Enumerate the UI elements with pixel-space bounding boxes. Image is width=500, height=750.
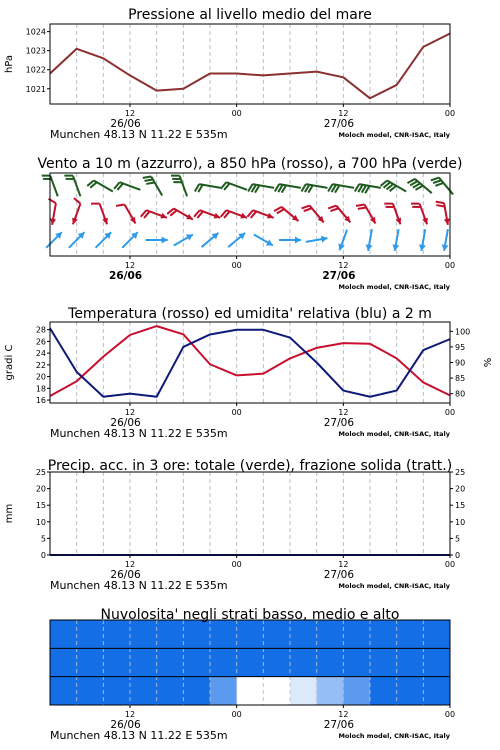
data-point: [369, 396, 370, 397]
date-label: 27/06: [323, 118, 355, 130]
data-point: [423, 349, 424, 350]
data-point: [76, 381, 77, 382]
cloud-cell: [50, 648, 77, 676]
y-tick-label: 10: [35, 517, 46, 527]
wind-arrow-head: [162, 237, 168, 244]
data-point: [76, 48, 77, 49]
y-tick-label: 22: [35, 360, 46, 370]
y-tick-label: 0: [40, 551, 46, 560]
data-point: [343, 390, 344, 391]
wind-barb: [356, 204, 375, 223]
x-tick-label: 12: [124, 109, 136, 118]
wind-barb: [328, 206, 350, 223]
data-point: [236, 73, 237, 74]
y-tick-label-right: 90: [455, 358, 466, 368]
series-line: [50, 34, 450, 99]
wind-barb: [87, 181, 113, 192]
data-point: [263, 329, 264, 330]
data-point: [289, 358, 290, 359]
y-tick-label-right: 10: [455, 517, 466, 527]
cloud-cell: [423, 620, 450, 648]
cloud-cell: [130, 677, 157, 705]
wind-barb-feather: [146, 183, 154, 184]
cloud-cell: [77, 677, 104, 705]
wind-barb: [275, 184, 301, 193]
x-tick-label: 00: [231, 710, 242, 719]
cloud-cell: [343, 620, 370, 648]
data-point: [183, 334, 184, 335]
panel-title: Precip. acc. in 3 ore: totale (verde), frazione solida (tratt.): [47, 458, 453, 474]
cloud-cell: [397, 677, 424, 705]
wind-barb: [407, 179, 431, 193]
x-tick-label: 12: [124, 408, 136, 417]
y-tick-label: 28: [35, 325, 46, 335]
y-tick-label: 1021: [25, 84, 46, 94]
cloud-cell: [130, 648, 157, 676]
cloud-cell: [317, 648, 344, 676]
wind-barb: [381, 181, 407, 192]
wind-barb-feather: [116, 204, 124, 205]
data-point: [103, 58, 104, 59]
cloud-cell: [183, 677, 210, 705]
cloud-cell: [397, 620, 424, 648]
x-tick-label: 00: [444, 710, 456, 719]
cloud-cell: [157, 648, 184, 676]
x-tick-label: 00: [231, 261, 242, 270]
panel-frame: [50, 472, 450, 555]
cloud-cell: [370, 620, 397, 648]
wind-barb-feather: [144, 180, 152, 181]
wind-barb: [248, 184, 274, 193]
cloud-cell: [263, 620, 290, 648]
cloud-cell: [290, 677, 317, 705]
y-tick-label: 1022: [25, 65, 46, 75]
cloud-cell: [210, 620, 237, 648]
series-line: [50, 328, 450, 397]
wind-barb-feather: [328, 206, 336, 209]
wind-barb: [141, 210, 167, 218]
data-point: [423, 382, 424, 383]
wind-barb: [247, 210, 273, 218]
y-axis-label: mm: [4, 503, 15, 524]
x-tick-label: 00: [231, 560, 242, 569]
cloud-cell: [157, 620, 184, 648]
data-point: [289, 73, 290, 74]
date-label: 26/06: [109, 270, 143, 282]
cloud-cell: [317, 620, 344, 648]
y-axis-label-right: %: [483, 357, 494, 368]
wind-barb: [411, 204, 428, 225]
panel-title: Vento a 10 m (azzurro), a 850 hPa (rosso), a 700 hPa (verde): [37, 156, 463, 172]
wind-barb-feather: [302, 206, 310, 209]
y-tick-label-right: 95: [455, 342, 466, 352]
data-point: [369, 98, 370, 99]
x-tick-label: 00: [444, 261, 456, 270]
wind-barb: [366, 229, 373, 251]
wind-barb-feather: [431, 178, 439, 181]
wind-barb-feather: [304, 208, 312, 211]
location-label: Munchen 48.13 N 11.22 E 535m: [50, 579, 228, 592]
wind-barb: [442, 229, 449, 251]
cloud-cell: [397, 648, 424, 676]
wind-barb: [46, 232, 62, 248]
data-point: [129, 393, 130, 394]
data-point: [369, 343, 370, 344]
location-label: Munchen 48.13 N 11.22 E 535m: [50, 427, 228, 440]
data-point: [209, 73, 210, 74]
data-point: [129, 75, 130, 76]
wind-barb: [274, 207, 298, 221]
data-point: [396, 84, 397, 85]
data-point: [156, 326, 157, 327]
cloud-cell: [423, 648, 450, 676]
x-tick-label: 00: [231, 408, 242, 417]
cloud-cell: [130, 620, 157, 648]
x-tick-label: 12: [338, 710, 349, 719]
wind-barb: [419, 229, 426, 251]
data-point: [183, 346, 184, 347]
wind-barb-feather: [143, 176, 151, 177]
cloud-cell: [50, 677, 77, 705]
y-axis-label: hPa: [4, 54, 15, 74]
x-tick-label: 00: [444, 109, 456, 118]
y-axis-label: gradi C: [4, 344, 15, 381]
data-point: [316, 362, 317, 363]
y-tick-label: 25: [35, 468, 46, 477]
model-credit: Moloch model, CNR-ISAC, Italy: [338, 131, 450, 139]
location-label: Munchen 48.13 N 11.22 E 535m: [50, 729, 228, 742]
x-tick-label: 12: [338, 560, 349, 569]
wind-barb: [167, 209, 193, 220]
cloud-cell: [77, 648, 104, 676]
data-point: [76, 371, 77, 372]
model-credit: Moloch model, CNR-ISAC, Italy: [338, 582, 450, 590]
data-point: [103, 356, 104, 357]
data-point: [263, 75, 264, 76]
y-tick-label: 15: [35, 501, 46, 511]
cloud-cell: [317, 677, 344, 705]
cloud-cell: [237, 648, 264, 676]
wind-barb: [302, 206, 324, 223]
wind-barb-feather: [436, 202, 444, 204]
y-tick-label-right: 20: [455, 484, 466, 494]
y-tick-label-right: 0: [455, 551, 461, 560]
cloud-cell: [103, 620, 130, 648]
data-point: [396, 390, 397, 391]
data-point: [263, 373, 264, 374]
y-tick-label-right: 80: [455, 389, 466, 399]
y-tick-label: 20: [35, 484, 46, 494]
wind-barb-feather: [356, 204, 364, 205]
x-tick-label: 00: [444, 408, 456, 417]
x-tick-label: 12: [124, 261, 136, 270]
data-point: [129, 334, 130, 335]
y-tick-label: 24: [35, 349, 46, 359]
location-label: Munchen 48.13 N 11.22 E 535m: [50, 128, 228, 141]
y-tick-label-right: 85: [455, 374, 466, 384]
cloud-cell: [50, 620, 77, 648]
y-tick-label: 16: [35, 396, 46, 406]
y-tick-label: 1024: [25, 27, 46, 37]
data-point: [343, 77, 344, 78]
y-tick-label: 18: [35, 384, 46, 394]
wind-barb: [328, 184, 354, 193]
cloud-cell: [210, 677, 237, 705]
wind-barb-feather: [436, 205, 444, 207]
data-point: [156, 90, 157, 91]
date-label: 26/06: [110, 569, 141, 581]
data-point: [183, 88, 184, 89]
date-label: 27/06: [323, 719, 355, 731]
x-tick-label: 12: [338, 261, 349, 270]
cloud-cell: [237, 620, 264, 648]
date-label: 27/06: [323, 569, 355, 581]
y-tick-label-right: 25: [455, 468, 466, 477]
x-tick-label: 12: [124, 710, 136, 719]
panel-frame: [50, 24, 450, 104]
data-point: [289, 337, 290, 338]
cloud-cell: [423, 677, 450, 705]
y-tick-label-right: 5: [455, 534, 461, 544]
data-point: [209, 334, 210, 335]
wind-barb-feather: [435, 183, 443, 186]
panel-title: Nuvolosita' negli strati basso, medio e alto: [100, 607, 400, 623]
wind-barb: [338, 230, 347, 251]
y-tick-label-right: 100: [455, 327, 471, 337]
date-label: 27/06: [323, 417, 355, 429]
model-credit: Moloch model, CNR-ISAC, Italy: [338, 430, 450, 438]
cloud-cell: [183, 648, 210, 676]
wind-barb: [171, 176, 187, 197]
wind-barb: [392, 229, 399, 251]
cloud-cell: [77, 620, 104, 648]
wind-barb: [143, 176, 162, 195]
wind-barb: [116, 204, 135, 223]
data-point: [316, 347, 317, 348]
data-point: [209, 364, 210, 365]
date-label: 26/06: [110, 719, 141, 731]
data-point: [103, 396, 104, 397]
cloud-cell: [290, 648, 317, 676]
series-line: [50, 326, 450, 396]
date-label: 27/06: [322, 270, 356, 282]
data-point: [236, 329, 237, 330]
wind-barb: [384, 204, 401, 225]
wind-barb: [221, 182, 247, 190]
wind-barb: [195, 184, 221, 192]
cloud-cell: [183, 620, 210, 648]
wind-barb-feather: [433, 180, 441, 183]
model-credit: Moloch model, CNR-ISAC, Italy: [338, 283, 450, 291]
y-tick-label: 20: [35, 372, 46, 382]
cloud-cell: [370, 677, 397, 705]
wind-barb: [436, 202, 450, 225]
wind-barb-feather: [358, 208, 366, 209]
y-tick-label: 26: [35, 337, 46, 347]
cloud-cell: [210, 648, 237, 676]
cloud-cell: [263, 648, 290, 676]
data-point: [343, 343, 344, 344]
cloud-cell: [290, 620, 317, 648]
data-point: [423, 46, 424, 47]
x-tick-label: 00: [444, 560, 456, 569]
wind-barb: [301, 184, 327, 193]
y-tick-label-right: 15: [455, 501, 466, 511]
cloud-cell: [343, 648, 370, 676]
x-tick-label: 12: [124, 560, 136, 569]
date-label: 26/06: [110, 118, 141, 130]
model-credit: Moloch model, CNR-ISAC, Italy: [338, 732, 450, 740]
x-tick-label: 00: [231, 109, 242, 118]
wind-barb: [91, 204, 108, 225]
data-point: [396, 358, 397, 359]
cloud-cell: [103, 648, 130, 676]
date-label: 26/06: [110, 417, 141, 429]
data-point: [236, 375, 237, 376]
x-tick-label: 12: [338, 408, 349, 417]
wind-barb: [221, 210, 247, 218]
wind-arrow-head: [295, 237, 301, 244]
panel-title: Pressione al livello medio del mare: [128, 7, 372, 23]
data-point: [316, 71, 317, 72]
wind-barb-feather: [330, 208, 338, 211]
wind-barb: [114, 182, 140, 190]
cloud-cell: [263, 677, 290, 705]
panel-frame: [50, 322, 450, 403]
wind-barb: [194, 210, 220, 218]
y-tick-label: 1023: [25, 46, 46, 56]
x-tick-label: 12: [338, 109, 349, 118]
wind-barb: [64, 176, 80, 197]
cloud-cell: [103, 677, 130, 705]
y-tick-label: 5: [40, 534, 46, 544]
wind-barb: [355, 184, 381, 193]
panel-title: Temperatura (rosso) ed umidita' relativa (blu) a 2 m: [68, 306, 432, 322]
cloud-cell: [370, 648, 397, 676]
cloud-cell: [343, 677, 370, 705]
cloud-cell: [157, 677, 184, 705]
data-point: [156, 396, 157, 397]
wind-barb-feather: [74, 198, 80, 204]
cloud-cell: [237, 677, 264, 705]
